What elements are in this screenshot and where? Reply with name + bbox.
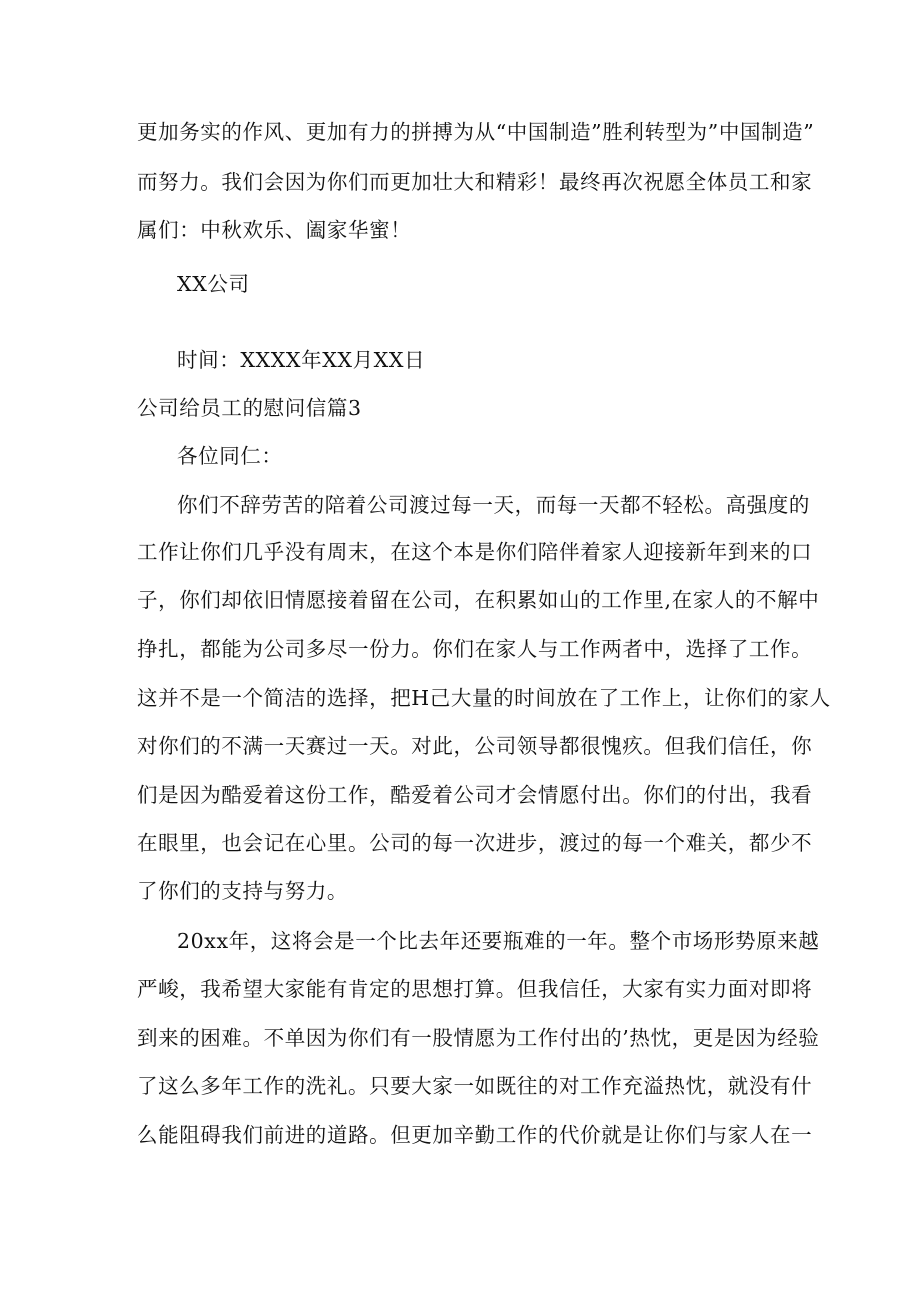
paragraph-line: 你们不辞劳苦的陪着公司渡过每一天，而每一天都不轻松。高强度的 bbox=[177, 493, 810, 517]
paragraph-line: 20xx年，这将会是一个比去年还要瓶难的一年。整个市场形势原来越 bbox=[177, 929, 820, 953]
paragraph-line: 在眼里，也会记在心里。公司的每一次进步，渡过的每一个难关，都少不 bbox=[137, 831, 813, 855]
paragraph-line: 挣扎，都能为公司多尽一份力。你们在家人与工作两者中，选择了工作。 bbox=[137, 637, 813, 661]
paragraph-line: 更加务实的作风、更加有力的拼搏为从“中国制造”胜利转型为”中国制造” bbox=[137, 120, 815, 144]
greeting: 各位同仁： bbox=[177, 444, 283, 468]
paragraph-line: 属们：中秋欢乐、阖家华蜜！ bbox=[137, 218, 412, 242]
paragraph-line: 到来的困难。不单因为你们有一股情愿为工作付出的’热忱，更是因为经验 bbox=[137, 1026, 820, 1050]
paragraph-line: 这并不是一个简洁的选择，把H己大量的时间放在了工作上，让你们的家人 bbox=[137, 686, 831, 710]
signature-company: XX公司 bbox=[177, 272, 250, 296]
paragraph-line: 了你们的支持与努力。 bbox=[137, 879, 348, 903]
section-title: 公司给员工的慰问信篇3 bbox=[137, 396, 362, 420]
date-label: 时间： bbox=[177, 348, 241, 372]
paragraph-line: 对你们的不满一天赛过一天。对此，公司领导都很愧疚。但我们信任，你 bbox=[137, 734, 813, 758]
signature-date bbox=[177, 345, 425, 375]
paragraph-line: 了这么多年工作的洗礼。只要大家一如既往的对工作充溢热忱，就没有什 bbox=[137, 1074, 813, 1098]
paragraph-line: 严峻，我希望大家能有肯定的思想打算。但我信任，大家有实力面对即将 bbox=[137, 977, 813, 1001]
paragraph-line: 么能阻碍我们前进的道路。但更加辛勤工作的代价就是让你们与家人在一 bbox=[137, 1123, 813, 1147]
paragraph-line: 工作让你们几乎没有周末，在这个本是你们陪伴着家人迎接新年到来的口 bbox=[137, 540, 813, 564]
paragraph-line: 子，你们却依旧情愿接着留在公司，在积累如山的工作里,在家人的不解中 bbox=[137, 588, 820, 612]
paragraph-line: 而努力。我们会因为你们而更加壮大和精彩！最终再次祝愿全体员工和家 bbox=[137, 170, 813, 194]
paragraph-line: 们是因为酷爱着这份工作，酷爱着公司才会情愿付出。你们的付出，我看 bbox=[137, 783, 813, 807]
date-value: XXXX年XX月XX日 bbox=[240, 348, 426, 372]
